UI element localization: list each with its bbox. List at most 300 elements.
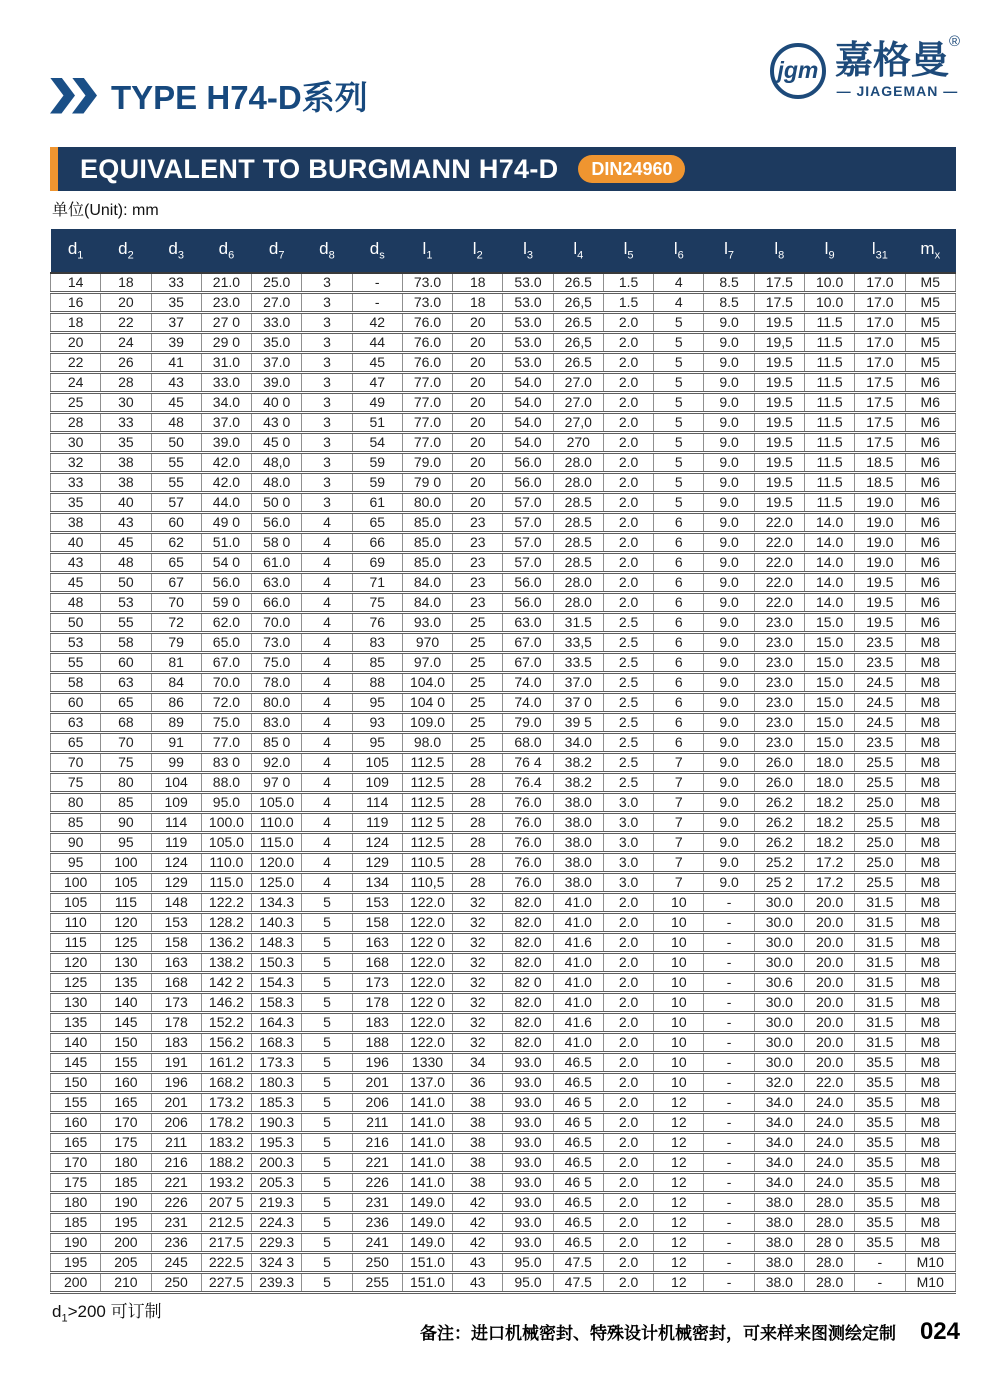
table-cell: 67.0 [503, 653, 553, 673]
table-cell: 82 0 [503, 973, 553, 993]
table-cell: 76.0 [503, 793, 553, 813]
table-cell: 24.0 [804, 1133, 854, 1153]
table-cell: 141.0 [402, 1113, 452, 1133]
table-cell: 23.0 [754, 733, 804, 753]
table-cell: 5 [302, 1113, 352, 1133]
table-cell: 50 0 [252, 493, 302, 513]
table-cell: 6 [654, 513, 704, 533]
table-cell: 17.5 [855, 433, 905, 453]
table-cell: 76.0 [402, 333, 452, 353]
table-cell: 42 [453, 1193, 503, 1213]
table-cell: 23.0 [754, 613, 804, 633]
table-cell: 2.0 [603, 1033, 653, 1053]
table-cell: 93.0 [503, 1133, 553, 1153]
table-cell: 196 [151, 1073, 201, 1093]
table-cell: 90 [51, 833, 101, 853]
table-cell: 59 0 [201, 593, 251, 613]
table-cell: 93.0 [503, 1193, 553, 1213]
table-cell: 2.0 [603, 893, 653, 913]
table-cell: 15.0 [804, 653, 854, 673]
table-cell: 45 [101, 533, 151, 553]
table-cell: 12 [654, 1233, 704, 1253]
table-cell: 42 [453, 1233, 503, 1253]
table-cell: 200.3 [252, 1153, 302, 1173]
table-cell: 84.0 [402, 593, 452, 613]
table-cell: 109.0 [402, 713, 452, 733]
table-cell: 79.0 [402, 453, 452, 473]
table-cell: 112.5 [402, 753, 452, 773]
table-cell: 9.0 [704, 353, 754, 373]
table-cell: 231 [352, 1193, 402, 1213]
table-cell: 178 [352, 993, 402, 1013]
table-cell: 155 [101, 1053, 151, 1073]
table-cell: 18.0 [804, 773, 854, 793]
table-cell: 41.0 [553, 973, 603, 993]
page-header [50, 72, 368, 119]
table-cell: 1.5 [603, 293, 653, 313]
table-cell: 25 [453, 713, 503, 733]
table-cell: 38.0 [754, 1253, 804, 1273]
column-header: $d_3$ [151, 229, 201, 273]
table-cell: 200 [101, 1233, 151, 1253]
table-cell: 10 [654, 953, 704, 973]
table-cell: 31.5 [855, 993, 905, 1013]
table-cell: 200 [51, 1273, 101, 1293]
table-cell: 28.0 [553, 453, 603, 473]
table-cell: 93.0 [402, 613, 452, 633]
table-cell: 35.5 [855, 1093, 905, 1113]
table-cell: 82.0 [503, 953, 553, 973]
table-cell: 61.0 [252, 553, 302, 573]
table-cell: 79 0 [402, 473, 452, 493]
table-cell: 20.0 [804, 973, 854, 993]
table-cell: 3 [302, 273, 352, 293]
table-cell: 20.0 [804, 1013, 854, 1033]
table-cell: 9.0 [704, 513, 754, 533]
table-cell: 70.0 [201, 673, 251, 693]
table-cell: 36 [453, 1073, 503, 1093]
table-cell: 93.0 [503, 1173, 553, 1193]
table-row [51, 1013, 956, 1033]
table-cell: 5 [302, 933, 352, 953]
table-cell: 73.0 [402, 293, 452, 313]
table-cell: 211 [352, 1113, 402, 1133]
table-cell: 4 [302, 673, 352, 693]
table-cell: 4 [302, 753, 352, 773]
table-cell: 324 3 [252, 1253, 302, 1273]
table-cell: 9.0 [704, 493, 754, 513]
table-cell: 32.0 [754, 1073, 804, 1093]
table-cell: 4 [302, 653, 352, 673]
table-cell: 50 [151, 433, 201, 453]
table-cell: - [704, 1193, 754, 1213]
table-cell: 18 [101, 273, 151, 293]
table-cell: 9.0 [704, 533, 754, 553]
jgm-logo-text: jgm [777, 57, 819, 83]
table-cell: 63 [51, 713, 101, 733]
table-cell: 65 [151, 553, 201, 573]
table-cell: 28 [453, 833, 503, 853]
table-cell: - [704, 1133, 754, 1153]
table-cell: 154.3 [252, 973, 302, 993]
table-cell: 151.0 [402, 1273, 452, 1293]
table-cell: 190 [51, 1233, 101, 1253]
table-cell: 2.5 [603, 613, 653, 633]
table-cell: 20.0 [804, 933, 854, 953]
table-cell: 18 [453, 273, 503, 293]
table-cell: 85 [51, 813, 101, 833]
table-cell: 48 [101, 553, 151, 573]
table-cell: 10 [654, 893, 704, 913]
table-cell: M6 [905, 453, 955, 473]
table-cell: 33 [51, 473, 101, 493]
table-cell: 146.2 [201, 993, 251, 1013]
table-row [51, 733, 956, 753]
table-row [51, 653, 956, 673]
table-cell: 20.0 [804, 913, 854, 933]
table-cell: 95 [51, 853, 101, 873]
table-cell: 20 [51, 333, 101, 353]
table-cell: M8 [905, 953, 955, 973]
table-cell: 4 [302, 593, 352, 613]
table-row [51, 673, 956, 693]
table-cell: 37 0 [553, 693, 603, 713]
table-cell: M8 [905, 1093, 955, 1113]
table-cell: 5 [302, 1033, 352, 1053]
table-cell: 6 [654, 553, 704, 573]
table-cell: 83 0 [201, 753, 251, 773]
table-cell: 53 [101, 593, 151, 613]
table-cell: 122.0 [402, 893, 452, 913]
table-cell: 31.5 [855, 1013, 905, 1033]
table-cell: 80.0 [252, 693, 302, 713]
table-cell: 24.5 [855, 693, 905, 713]
table-cell: 24.0 [804, 1093, 854, 1113]
table-cell: - [704, 913, 754, 933]
table-cell: 28 [101, 373, 151, 393]
table-cell: 25 [453, 613, 503, 633]
footnote-subscript: 1 [61, 1312, 68, 1325]
table-cell: 5 [302, 1013, 352, 1033]
table-cell: 23.0 [754, 693, 804, 713]
table-cell: 14.0 [804, 593, 854, 613]
table-cell: 82.0 [503, 1013, 553, 1033]
table-cell: 222.5 [201, 1253, 251, 1273]
table-cell: 72 [151, 613, 201, 633]
table-cell: 65 [352, 513, 402, 533]
table-cell: 124 [151, 853, 201, 873]
table-row [51, 693, 956, 713]
table-cell: 138.2 [201, 953, 251, 973]
table-cell: - [704, 1093, 754, 1113]
table-cell: 190 [101, 1193, 151, 1213]
table-cell: M5 [905, 273, 955, 293]
table-cell: 122.0 [402, 1013, 452, 1033]
table-cell: 15.0 [804, 613, 854, 633]
table-row [51, 813, 956, 833]
table-cell: - [704, 973, 754, 993]
table-cell: 95.0 [201, 793, 251, 813]
table-cell: M10 [905, 1273, 955, 1293]
table-cell: 28.0 [553, 473, 603, 493]
table-cell: 18 [453, 293, 503, 313]
table-cell: - [855, 1253, 905, 1273]
table-cell: 35.5 [855, 1193, 905, 1213]
table-cell: 91 [151, 733, 201, 753]
table-cell: 72.0 [201, 693, 251, 713]
table-cell: 95 [352, 733, 402, 753]
table-cell: 236 [151, 1233, 201, 1253]
table-cell: 17.0 [855, 333, 905, 353]
table-cell: 53.0 [503, 353, 553, 373]
table-cell: 112.5 [402, 833, 452, 853]
table-cell: 2.0 [603, 1193, 653, 1213]
table-cell: - [704, 1073, 754, 1093]
table-cell: 6 [654, 593, 704, 613]
table-cell: 2.0 [603, 933, 653, 953]
table-cell: 41.0 [553, 1033, 603, 1053]
table-cell: 73.0 [402, 273, 452, 293]
table-cell: 10 [654, 933, 704, 953]
table-cell: 15.0 [804, 713, 854, 733]
table-cell: 25.5 [855, 813, 905, 833]
table-cell: 24 [51, 373, 101, 393]
table-cell: 75.0 [252, 653, 302, 673]
table-cell: 151.0 [402, 1253, 452, 1273]
table-cell: 38 [453, 1113, 503, 1133]
table-cell: 216 [352, 1133, 402, 1153]
table-cell: 28 [453, 793, 503, 813]
table-cell: 22 [51, 353, 101, 373]
table-cell: 28 0 [804, 1233, 854, 1253]
table-cell: 20 [453, 353, 503, 373]
table-cell: 92.0 [252, 753, 302, 773]
table-cell: 41.0 [553, 993, 603, 1013]
table-cell: M5 [905, 333, 955, 353]
table-cell: 5 [302, 1233, 352, 1253]
table-cell: 11.5 [804, 353, 854, 373]
table-cell: 20.0 [804, 953, 854, 973]
table-cell: 22 [101, 313, 151, 333]
table-cell: 5 [654, 313, 704, 333]
table-cell: 206 [352, 1093, 402, 1113]
table-cell: 4 [302, 613, 352, 633]
table-cell: 65.0 [201, 633, 251, 653]
table-cell: 130 [101, 953, 151, 973]
table-cell: - [704, 1213, 754, 1233]
table-cell: 170 [51, 1153, 101, 1173]
table-cell: 77.0 [201, 733, 251, 753]
table-row [51, 1113, 956, 1133]
table-cell: 2.0 [603, 1233, 653, 1253]
table-cell: 178 [151, 1013, 201, 1033]
table-cell: 185 [51, 1213, 101, 1233]
table-cell: 82.0 [503, 913, 553, 933]
table-cell: 195 [51, 1253, 101, 1273]
table-cell: 120 [101, 913, 151, 933]
table-cell: 55 [151, 453, 201, 473]
table-row [51, 553, 956, 573]
table-cell: 148.3 [252, 933, 302, 953]
table-cell: M5 [905, 353, 955, 373]
column-header: $d_s$ [352, 229, 402, 273]
table-cell: M8 [905, 813, 955, 833]
table-cell: 46.5 [553, 1053, 603, 1073]
table-cell: 6 [654, 613, 704, 633]
table-cell: 168 [352, 953, 402, 973]
table-cell: 219.3 [252, 1193, 302, 1213]
table-cell: 6 [654, 713, 704, 733]
table-cell: 3.0 [603, 873, 653, 893]
table-cell: 84 [151, 673, 201, 693]
table-cell: 38.2 [553, 773, 603, 793]
table-cell: - [352, 273, 402, 293]
table-cell: 30.0 [754, 1053, 804, 1073]
table-cell: 53.0 [503, 293, 553, 313]
table-cell: 20 [453, 493, 503, 513]
table-cell: 168 [151, 973, 201, 993]
column-header: $l_9$ [804, 229, 854, 273]
table-cell: 56.0 [503, 573, 553, 593]
table-cell: 9.0 [704, 733, 754, 753]
table-cell: 196 [352, 1053, 402, 1073]
table-cell: 80 [101, 773, 151, 793]
table-cell: 58 [51, 673, 101, 693]
table-cell: 28.5 [553, 513, 603, 533]
table-cell: 6 [654, 673, 704, 693]
table-cell: 115.0 [201, 873, 251, 893]
table-cell: 32 [453, 993, 503, 1013]
table-cell: 100.0 [201, 813, 251, 833]
table-cell: 12 [654, 1253, 704, 1273]
table-cell: 45 [51, 573, 101, 593]
table-cell: 46.5 [553, 1133, 603, 1153]
table-cell: 130 [51, 993, 101, 1013]
table-cell: 77.0 [402, 373, 452, 393]
table-cell: 2.5 [603, 653, 653, 673]
table-cell: 9.0 [704, 313, 754, 333]
table-cell: 22.0 [754, 573, 804, 593]
table-cell: 136.2 [201, 933, 251, 953]
table-cell: 41 [151, 353, 201, 373]
table-cell: 5 [302, 1193, 352, 1213]
table-cell: 165 [51, 1133, 101, 1153]
table-cell: 19.5 [754, 313, 804, 333]
table-cell: 77.0 [402, 393, 452, 413]
table-cell: 20 [453, 393, 503, 413]
table-cell: 84.0 [402, 573, 452, 593]
table-cell: M8 [905, 1153, 955, 1173]
table-cell: 30 [51, 433, 101, 453]
table-cell: 9.0 [704, 813, 754, 833]
table-cell: 26 [101, 353, 151, 373]
table-cell: - [704, 1173, 754, 1193]
table-cell: 30.0 [754, 933, 804, 953]
table-cell: 9.0 [704, 753, 754, 773]
table-cell: 46.5 [553, 1233, 603, 1253]
table-cell: 11.5 [804, 493, 854, 513]
table-row [51, 413, 956, 433]
table-cell: 173.2 [201, 1093, 251, 1113]
table-cell: 20.0 [804, 893, 854, 913]
table-cell: 160 [51, 1113, 101, 1133]
table-row [51, 1153, 956, 1173]
table-cell: 32 [51, 453, 101, 473]
table-cell: - [704, 1233, 754, 1253]
table-cell: M8 [905, 773, 955, 793]
table-cell: 9.0 [704, 673, 754, 693]
table-cell: 34.0 [754, 1093, 804, 1113]
table-cell: 39.0 [201, 433, 251, 453]
table-cell: 5 [654, 373, 704, 393]
table-cell: 17.0 [855, 273, 905, 293]
table-cell: 153 [151, 913, 201, 933]
table-cell: 19.5 [754, 493, 804, 513]
table-cell: 25 [453, 693, 503, 713]
table-cell: 29 0 [201, 333, 251, 353]
table-cell: 3 [302, 333, 352, 353]
table-cell: 70 [51, 753, 101, 773]
table-cell: 49 0 [201, 513, 251, 533]
table-cell: 50 [101, 573, 151, 593]
table-cell: 9.0 [704, 713, 754, 733]
table-cell: - [704, 1273, 754, 1293]
table-cell: M8 [905, 1173, 955, 1193]
table-cell: 18.5 [855, 473, 905, 493]
table-cell: 19.5 [855, 593, 905, 613]
table-cell: 19.5 [754, 373, 804, 393]
table-cell: 54.0 [503, 413, 553, 433]
table-cell: 104.0 [402, 673, 452, 693]
page-title: TYPE H74-D系列 [111, 79, 368, 116]
table-cell: 80.0 [402, 493, 452, 513]
table-cell: 2.0 [603, 593, 653, 613]
table-cell: 2.5 [603, 733, 653, 753]
table-cell: 2.0 [603, 1273, 653, 1293]
table-cell: 134 [352, 873, 402, 893]
table-cell: 76.4 [503, 773, 553, 793]
table-cell: M5 [905, 293, 955, 313]
table-cell: 19.5 [855, 613, 905, 633]
table-cell: 2.0 [603, 333, 653, 353]
table-cell: 100 [51, 873, 101, 893]
table-cell: 110,5 [402, 873, 452, 893]
table-cell: 17.5 [855, 413, 905, 433]
table-cell: 105 [51, 893, 101, 913]
table-cell: 34 [453, 1053, 503, 1073]
table-row [51, 573, 956, 593]
table-cell: M6 [905, 533, 955, 553]
table-cell: 82.0 [503, 933, 553, 953]
table-cell: - [352, 293, 402, 313]
table-row [51, 973, 956, 993]
table-cell: 135 [51, 1013, 101, 1033]
table-cell: 78.0 [252, 673, 302, 693]
table-cell: 33,5 [553, 633, 603, 653]
table-cell: 224.3 [252, 1213, 302, 1233]
table-cell: 2.0 [603, 953, 653, 973]
table-cell: 4 [302, 793, 352, 813]
table-cell: 19.5 [754, 393, 804, 413]
table-cell: 43 0 [252, 413, 302, 433]
table-cell: 119 [352, 813, 402, 833]
table-cell: 2.0 [603, 1093, 653, 1113]
table-cell: 25.0 [855, 833, 905, 853]
table-cell: 30.0 [754, 893, 804, 913]
table-cell: 93.0 [503, 1053, 553, 1073]
table-cell: 22.0 [754, 553, 804, 573]
table-cell: 10 [654, 993, 704, 1013]
